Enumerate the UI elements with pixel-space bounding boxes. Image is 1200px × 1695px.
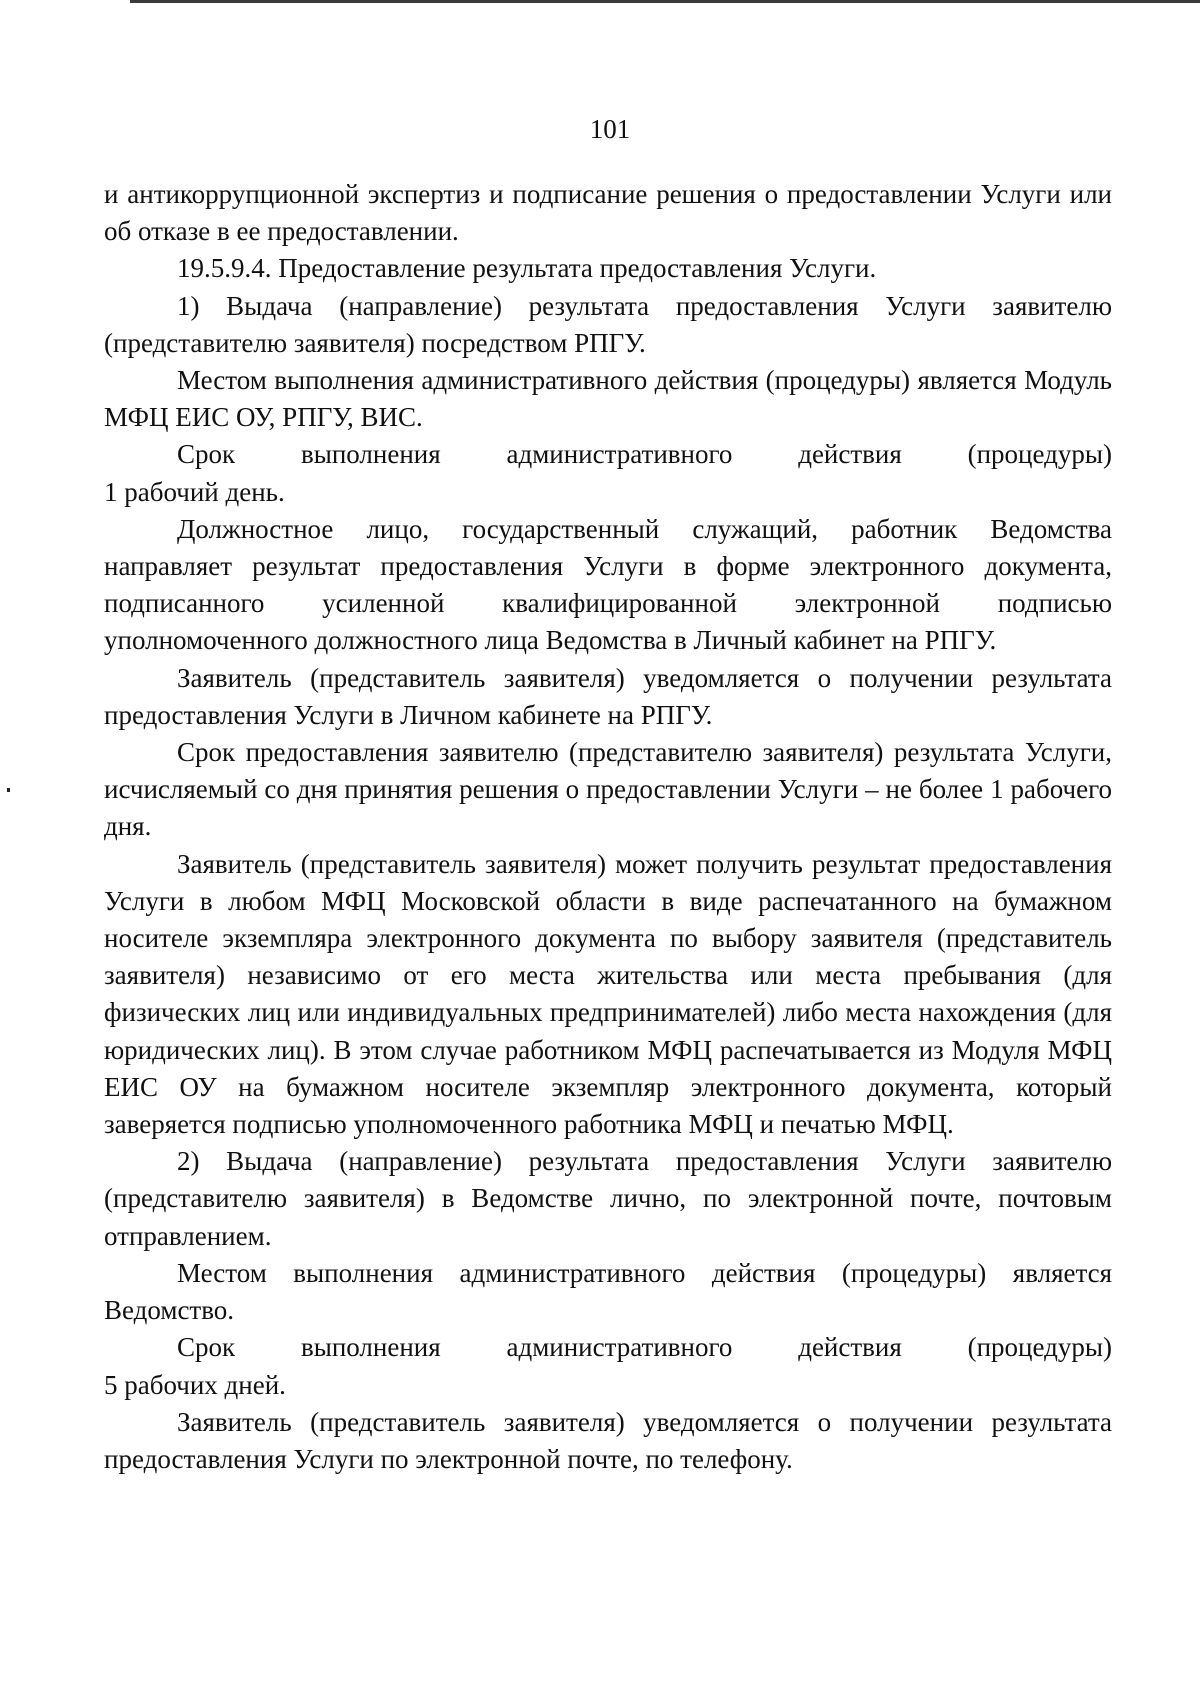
top-scan-border bbox=[130, 0, 1200, 3]
paragraph-mfc-option: Заявитель (представитель заявителя) может получить результат предоставления Услуги в любом МФЦ Московской области в виде распечатанного на бумажном носителе экземпляра электронного документа по выбору заявителя (представитель заявителя) независимо от его места жительства или места пребывания (для физических лиц или индивидуальных предпринимателей) либо места нахождения (для юридических лиц). В этом случае работником МФЦ распечатывается из Модуля МФЦ ЕИС ОУ на бумажном носителе экземпляр электронного документа, который заверяется подписью уполномоченного работника МФЦ и печатью МФЦ. bbox=[104, 848, 1112, 1140]
document-body bbox=[104, 176, 1112, 1478]
paragraph-term-2: Срок выполнения административного действия (процедуры) bbox=[177, 1332, 1112, 1363]
paragraph-item-1: 1) Выдача (направление) результата предоставления Услуги заявителю (представителю заявителя) посредством РПГУ. bbox=[104, 290, 1112, 358]
page-number: 101 bbox=[589, 114, 631, 144]
paragraph-term-1-value: 1 рабочий день. bbox=[104, 476, 285, 507]
paragraph-place-2: Местом выполнения административного действия (процедуры) является Ведомство. bbox=[104, 1257, 1112, 1326]
paragraph-notification-1: Заявитель (представитель заявителя) уведомляется о получении результата предоставления Услуги в Личном кабинете на РПГУ. bbox=[104, 662, 1112, 730]
paragraph-continuation: и антикоррупционной экспертиз и подписание решения о предоставлении Услуги или об отказе в ее предоставлении. bbox=[104, 179, 1112, 247]
paragraph-term-2-value: 5 рабочих дней. bbox=[104, 1369, 286, 1400]
paragraph-term-1: Срок выполнения административного действия (процедуры) bbox=[177, 439, 1112, 470]
paragraph-place-1: Местом выполнения административного действия (процедуры) является Модуль МФЦ ЕИС ОУ, РПГУ, ВИС. bbox=[104, 365, 1112, 433]
paragraph-section-heading: 19.5.9.4. Предоставление результата предоставления Услуги. bbox=[177, 253, 877, 284]
paragraph-notification-2: Заявитель (представитель заявителя) уведомляется о получении результата предоставления Услуги по электронной почте, по телефону. bbox=[104, 1406, 1112, 1474]
paragraph-official: Должностное лицо, государственный служащий, работник Ведомства направляет результат предоставления Услуги в форме электронного документа, подписанного усиленной квалифицированной электронной подписью уполномоченного должностного лица Ведомства в Личный кабинет на РПГУ. bbox=[104, 513, 1112, 656]
paragraph-item-2: 2) Выдача (направление) результата предоставления Услуги заявителю (представителю заявителя) в Ведомстве лично, по электронной почте, почтовым отправлением. bbox=[104, 1146, 1112, 1251]
paragraph-delivery-term: Срок предоставления заявителю (представителю заявителя) результата Услуги, исчисляемый со дня принятия решения о предоставлении Услуги – не более 1 рабочего дня. bbox=[104, 737, 1112, 842]
margin-mark bbox=[7, 788, 10, 792]
